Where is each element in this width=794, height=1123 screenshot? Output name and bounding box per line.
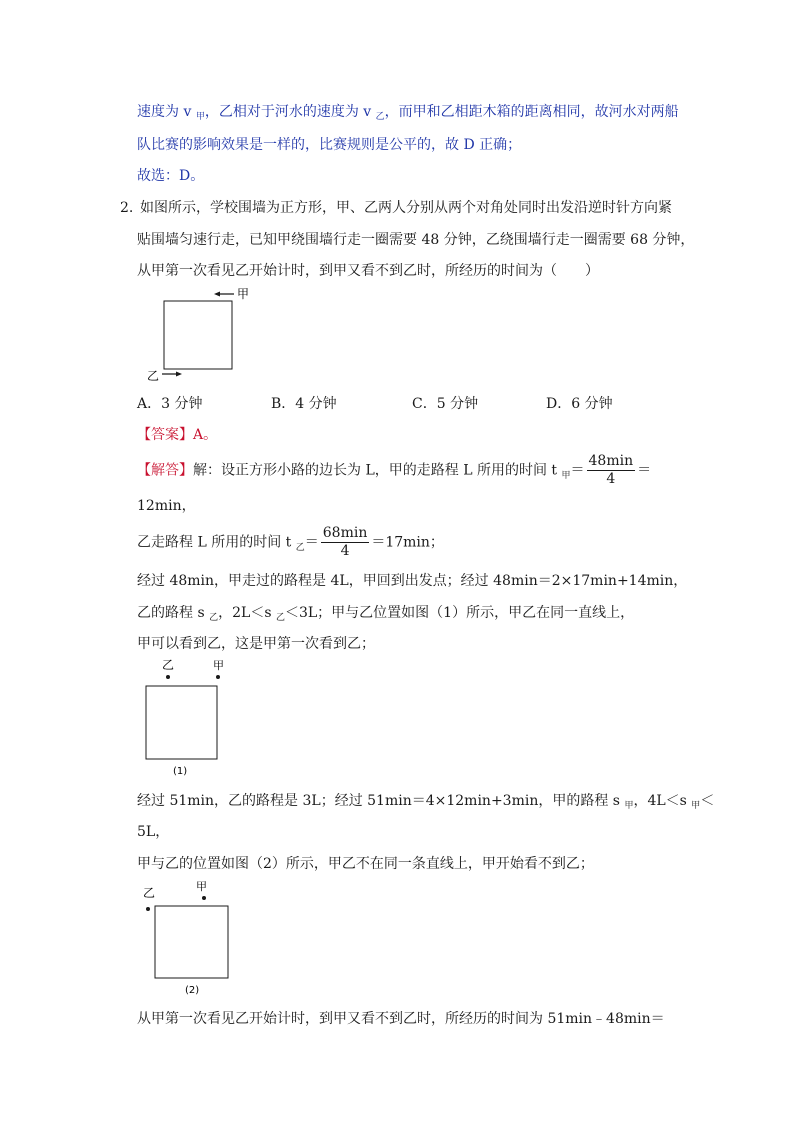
solution-line-6: 甲可以看到乙，这是甲第一次看到乙；: [137, 636, 375, 652]
subscript: 甲: [561, 470, 571, 481]
fig2-label-jia: 甲: [196, 880, 207, 893]
square-wall: [164, 301, 232, 369]
fig1-caption: (1): [173, 766, 188, 777]
continuation-line-1: [137, 102, 679, 124]
solution-line-4: 经过 48min，甲走过的路程是 4L，甲回到出发点；经过 48min＝2×17min+14min，: [137, 573, 688, 589]
fraction-denominator: 4: [606, 471, 616, 487]
fig1-label-yi: 乙: [162, 658, 175, 672]
text-segment: ＝: [304, 534, 319, 551]
arrowhead-right: [176, 372, 182, 377]
subscript: 乙: [295, 542, 305, 553]
fig1-jia-dot: [216, 675, 220, 679]
text-segment: ，乙相对于河水的速度为 v: [204, 104, 376, 120]
fig1-yi-dot: [166, 675, 170, 679]
text-segment: ＜3L；甲与乙位置如图（1）所示，甲乙在同一直线上，: [284, 605, 635, 621]
option-c: C．5 分钟: [412, 396, 479, 412]
fraction: [321, 525, 370, 560]
subscript: 甲: [195, 112, 205, 122]
subscript: 乙: [209, 613, 219, 623]
fig2-label-yi: 乙: [143, 886, 156, 900]
fig2-square: [155, 906, 228, 978]
question-number: 2.: [120, 200, 134, 216]
text-segment: ＝: [637, 462, 652, 479]
option-d: D．6 分钟: [546, 396, 613, 412]
text-segment: ，4L＜s: [633, 793, 692, 809]
figure-1: [138, 655, 238, 780]
fraction: [587, 453, 636, 488]
answer-line: [137, 425, 217, 445]
solution-line-3: [137, 525, 444, 562]
answer-tag: 【答案】: [137, 427, 193, 443]
fraction-numerator: 68min: [322, 525, 368, 541]
text-segment: 乙走路程 L 所用的时间 t: [137, 534, 296, 551]
fig1-label-jia: 甲: [213, 659, 224, 672]
arrowhead-left: [214, 292, 220, 297]
fraction-denominator: 4: [340, 543, 350, 559]
subscript: 乙: [375, 112, 385, 122]
fig1-square: [146, 686, 217, 759]
text-segment: ，2L＜s: [218, 605, 276, 621]
fig2-yi-dot: [146, 907, 150, 911]
subscript: 甲: [624, 801, 634, 811]
fraction-numerator: 48min: [588, 453, 634, 469]
fig2-caption: (2): [185, 985, 200, 996]
text-segment: 经过 51min，乙的路程是 3L；经过 51min＝4×12min+3min，甲的路程 s: [137, 793, 625, 809]
solution-line-7: [137, 791, 714, 813]
text-segment: ＜: [700, 793, 715, 809]
answer-value: A。: [193, 427, 218, 443]
subscript: 甲: [691, 801, 701, 811]
question-figure: [140, 282, 260, 382]
text-segment: 乙的路程 s: [137, 605, 210, 621]
solution-line-5: [137, 603, 634, 625]
text-segment: ＝: [570, 462, 585, 479]
solution-line-9: 甲与乙的位置如图（2）所示，甲乙不在同一条直线上，甲开始看不到乙；: [137, 856, 594, 872]
continuation-line-2: 队比赛的影响效果是一样的，比赛规则是公平的，故 D 正确；: [137, 137, 522, 153]
text-segment: ＝17min；: [371, 534, 444, 551]
solution-line-2: 12min，: [137, 498, 196, 514]
text-segment: 解：设正方形小路的边长为 L，甲的走路程 L 所用的时间 t: [193, 462, 562, 479]
question-line-1: 如图所示，学校围墙为正方形，甲、乙两人分别从两个对角处同时出发沿逆时针方向紧: [140, 200, 672, 216]
subscript: 乙: [275, 613, 285, 623]
question-line-2: 贴围墙匀速行走，已知甲绕围墙行走一圈需要 48 分钟，乙绕围墙行走一圈需要 68 分钟，: [137, 232, 695, 248]
continuation-line-3: 故选：D。: [137, 168, 205, 184]
option-b: B．4 分钟: [271, 396, 337, 412]
label-yi: 乙: [147, 369, 160, 382]
label-jia: 甲: [237, 287, 250, 301]
solution-line-8: 5L，: [137, 824, 170, 840]
option-a: A．3 分钟: [137, 396, 203, 412]
solution-line-10: 从甲第一次看见乙开始计时，到甲又看不到乙时，所经历的时间为 51min﹣48min＝: [137, 1011, 665, 1027]
figure-2: [140, 877, 240, 999]
question-line-3: 从甲第一次看见乙开始计时，到甲又看不到乙时，所经历的时间为（ ）: [137, 263, 599, 279]
solution-line-1: [137, 453, 651, 490]
text-segment: ，而甲和乙相距木箱的距离相同，故河水对两船: [384, 104, 679, 120]
text-segment: 速度为 v: [137, 104, 196, 120]
fig2-jia-dot: [202, 896, 206, 900]
solution-tag: 【解答】: [137, 462, 193, 479]
